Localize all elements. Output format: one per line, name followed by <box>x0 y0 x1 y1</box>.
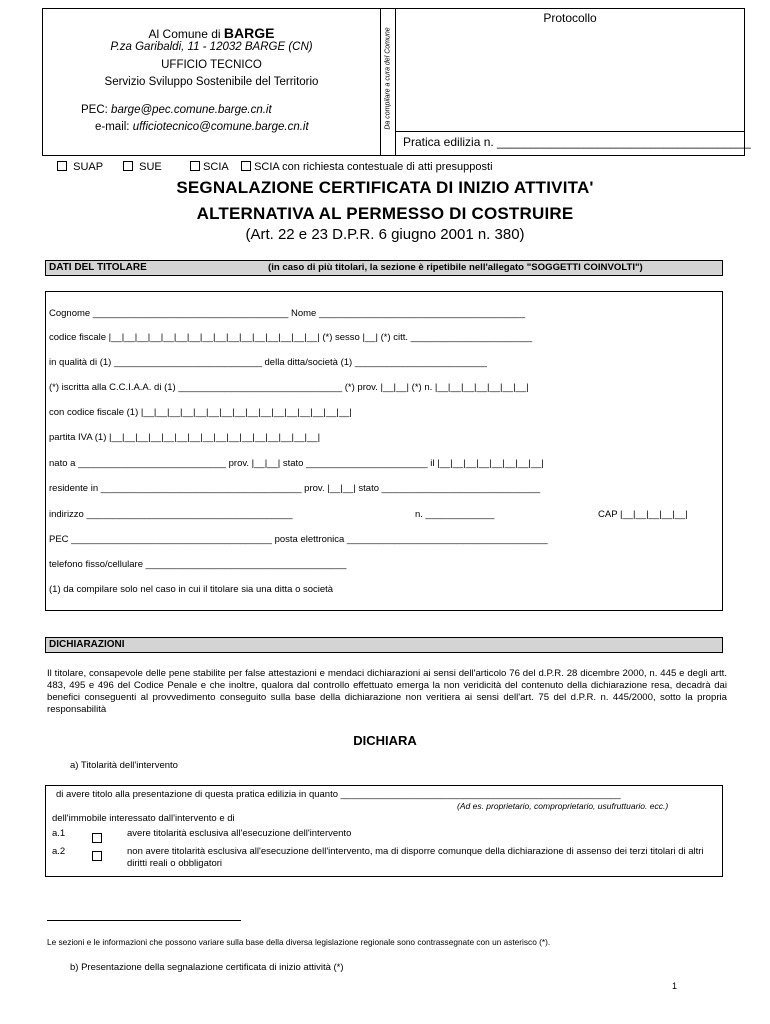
item-a-heading: a) Titolarità dell'intervento <box>70 760 178 771</box>
field-cognome-nome[interactable]: Cognome _____________________________________ Nome _______________________________________ <box>49 308 525 319</box>
option-sue[interactable]: SUE <box>123 161 162 173</box>
option-scia[interactable]: SCIA <box>190 161 229 173</box>
office: UFFICIO TECNICO <box>161 59 262 71</box>
vertical-note: Da compilare a cura del Comune <box>384 27 392 130</box>
field-qualita[interactable]: in qualità di (1) ____________________________ della ditta/società (1) _________________________ <box>49 357 487 368</box>
section-dichiarazioni-heading: DICHIARAZIONI <box>45 637 723 653</box>
header-box <box>42 8 751 156</box>
field-indirizzo[interactable]: indirizzo _______________________________________ <box>49 509 293 520</box>
field-titolo[interactable]: di avere titolo alla presentazione di questa pratica edilizia in quanto _____________________________________________________ <box>56 789 621 800</box>
comune-line: Al Comune di BARGE <box>148 25 275 41</box>
a2-checkbox[interactable] <box>92 847 102 865</box>
protocollo-label: Protocollo <box>543 11 597 25</box>
section-titolare-heading: DATI DEL TITOLARE (in caso di più titolari, la sezione è ripetibile nell'allegato "SOGGETTI COINVOLTI") <box>45 260 723 276</box>
field-residenza[interactable]: residente in ______________________________________ prov. |__|__| stato ______________________________ <box>49 483 541 494</box>
vertical-note-strip <box>381 9 395 155</box>
footnote-separator <box>47 920 241 921</box>
dichiarazioni-paragraph: Il titolare, consapevole delle pene stabilite per false attestazioni e mendaci dichiarazioni ai sensi dell'articolo 76 del d.P.R. 28 dicembre 2000, n. 445 e degli artt. 483, 495 e 496 del Codice Penale e che inoltre, qualora dal controllo effettuato emerga la non veridicità del contenuto della dichiarazione resa, decadrà dai benefici conseguenti al provvedimento conseguito sulla base della dichiarazione non veritiera ai sensi dell'art. 75 del d.P.R. n. 445/2000, sotto la propria responsabilità <box>47 668 727 715</box>
divider <box>396 131 744 132</box>
form-subtitle: (Art. 22 e 23 D.P.R. 6 giugno 2001 n. 380) <box>245 226 525 243</box>
option-scia-richiesta[interactable]: SCIA con richiesta contestuale di atti presupposti <box>241 161 493 173</box>
a2-text: non avere titolarità esclusiva all'esecuzione dell'intervento, ma di disporre comunque della dichiarazione di assenso dei terzi titolari di altri diritti reali o obbligatori <box>127 846 704 869</box>
field-civico[interactable]: n. _____________ <box>415 509 495 520</box>
form-title-line2: ALTERNATIVA AL PERMESSO DI COSTRUIRE <box>196 204 574 223</box>
recipient-block <box>43 9 380 155</box>
footnote: Le sezioni e le informazioni che possono variare sulla base della diversa legislazione regionale sono contrassegnate con un asterisco (*). <box>47 937 551 947</box>
a2-label: a.2 <box>52 846 66 857</box>
pec-line: PEC: barge@pec.comune.barge.cn.it <box>81 104 272 116</box>
pec-address[interactable]: barge@pec.comune.barge.cn.it <box>111 104 272 116</box>
checkbox-icon[interactable] <box>92 851 102 861</box>
checkbox-icon[interactable] <box>92 833 102 843</box>
checkbox-icon[interactable] <box>57 161 67 171</box>
field-pec-email[interactable]: PEC ______________________________________ posta elettronica ______________________________________ <box>49 534 548 545</box>
titolo-hint: (Ad es. proprietario, comproprietario, usufruttuario. ecc.) <box>457 801 669 811</box>
email-line: e-mail: ufficiotecnico@comune.barge.cn.it <box>95 121 309 133</box>
field-nascita[interactable]: nato a ____________________________ prov. |__|__| stato _______________________ il |__|__|__|__|__|__|__|__| <box>49 458 544 469</box>
a1-checkbox[interactable] <box>92 829 102 847</box>
address: P.za Garibaldi, 11 - 12032 BARGE (CN) <box>110 41 313 53</box>
field-partita-iva[interactable]: partita IVA (1) |__|__|__|__|__|__|__|__|__|__|__|__|__|__|__|__| <box>49 432 321 443</box>
a1-label: a.1 <box>52 828 66 839</box>
item-b-heading: b) Presentazione della segnalazione certificata di inizio attività (*) <box>70 962 344 973</box>
field-cap[interactable]: CAP |__|__|__|__|__| <box>598 509 688 520</box>
dichiara-heading: DICHIARA <box>353 733 417 748</box>
page-number: 1 <box>672 981 678 991</box>
field-telefono[interactable]: telefono fisso/cellulare ______________________________________ <box>49 559 347 570</box>
service: Servizio Sviluppo Sostenibile del Territorio <box>104 76 319 88</box>
field-cciaa[interactable]: (*) iscritta alla C.C.I.A.A. di (1) _______________________________ (*) prov. |__|__| (*) n. |__|__|__|__|__|__|__| <box>49 382 529 393</box>
field-codice-fiscale-ditta[interactable]: con codice fiscale (1) |__|__|__|__|__|__|__|__|__|__|__|__|__|__|__|__| <box>49 407 352 418</box>
field-codice-fiscale[interactable]: codice fiscale |__|__|__|__|__|__|__|__|__|__|__|__|__|__|__|__| (*) sesso |__| (*) citt. _______________________ <box>49 332 533 343</box>
checkbox-icon[interactable] <box>123 161 133 171</box>
checkbox-icon[interactable] <box>241 161 251 171</box>
pratica-field[interactable]: Pratica edilizia n. ______________________________________ <box>403 135 751 149</box>
a1-text: avere titolarità esclusiva all'esecuzione dell'intervento <box>127 828 352 839</box>
divider <box>395 9 396 155</box>
comune-name: BARGE <box>223 25 275 41</box>
immobile-text: dell'immobile interessato dall'intervento e di <box>52 813 235 824</box>
option-suap[interactable]: SUAP <box>57 161 103 173</box>
checkbox-icon[interactable] <box>190 161 200 171</box>
email-address[interactable]: ufficiotecnico@comune.barge.cn.it <box>132 121 309 133</box>
form-title-line1: SEGNALAZIONE CERTIFICATA DI INIZIO ATTIVITA' <box>176 178 594 197</box>
titolare-footnote: (1) da compilare solo nel caso in cui il titolare sia una ditta o società <box>49 584 334 595</box>
